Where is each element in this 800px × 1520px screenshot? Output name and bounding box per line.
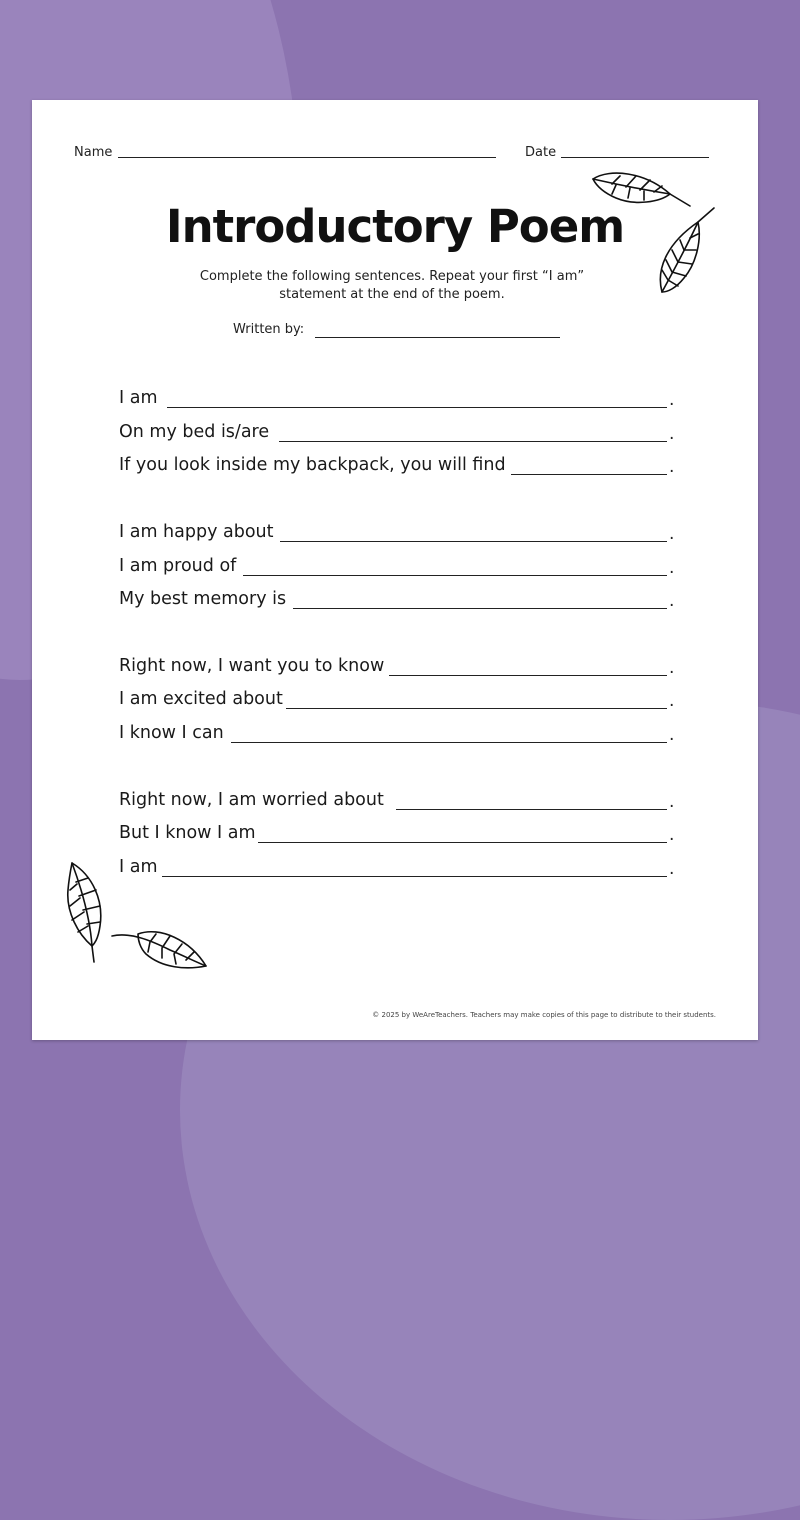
instructions-line: statement at the end of the poem.	[279, 287, 505, 302]
answer-blank[interactable]	[279, 441, 667, 442]
poem-line	[32, 853, 758, 879]
answer-blank[interactable]	[231, 742, 667, 743]
poem-prompt: Right now, I am worried about	[119, 790, 384, 810]
answer-blank[interactable]	[280, 541, 667, 542]
poem-line	[32, 685, 758, 711]
poem-prompt: I am excited about	[119, 689, 283, 709]
poem-prompt: I am	[119, 857, 158, 877]
poem-line	[32, 819, 758, 845]
line-end-period: .	[669, 558, 675, 578]
copyright-footer: © 2025 by WeAreTeachers. Teachers may make copies of this page to distribute to their students.	[372, 1011, 716, 1019]
name-label: Name	[74, 145, 113, 160]
line-end-period: .	[669, 591, 675, 611]
line-end-period: .	[669, 457, 675, 477]
line-end-period: .	[669, 691, 675, 711]
poem-line	[32, 719, 758, 745]
line-end-period: .	[669, 658, 675, 678]
poem-prompt: On my bed is/are	[119, 422, 270, 442]
poem-prompt: My best memory is	[119, 589, 287, 609]
date-field[interactable]	[561, 157, 709, 158]
answer-blank[interactable]	[293, 608, 667, 609]
line-end-period: .	[669, 792, 675, 812]
poem-prompt: I am proud of	[119, 556, 237, 576]
answer-blank[interactable]	[258, 842, 667, 843]
answer-blank[interactable]	[286, 708, 667, 709]
answer-blank[interactable]	[243, 575, 667, 576]
answer-blank[interactable]	[511, 474, 667, 475]
poem-prompt: I am	[119, 388, 158, 408]
poem-line	[32, 552, 758, 578]
poem-line	[32, 518, 758, 544]
answer-blank[interactable]	[389, 675, 667, 676]
line-end-period: .	[669, 725, 675, 745]
line-end-period: .	[669, 524, 675, 544]
poem-line	[32, 418, 758, 444]
name-field[interactable]	[118, 157, 496, 158]
line-end-period: .	[669, 390, 675, 410]
answer-blank[interactable]	[167, 407, 667, 408]
answer-blank[interactable]	[162, 876, 667, 877]
leaf-icon	[110, 926, 210, 972]
poem-prompt: But I know I am	[119, 823, 256, 843]
leaf-icon	[654, 204, 718, 296]
instructions	[172, 268, 612, 304]
instructions-line: Complete the following sentences. Repeat your first “I am”	[199, 269, 585, 284]
poem-line	[32, 585, 758, 611]
answer-blank[interactable]	[396, 809, 667, 810]
written-by-field[interactable]	[315, 337, 560, 338]
poem-prompt: If you look inside my backpack, you will find	[119, 455, 506, 475]
written-by-label: Written by:	[233, 322, 305, 337]
poem-line	[32, 786, 758, 812]
leaf-icon	[62, 860, 110, 965]
line-end-period: .	[669, 859, 675, 879]
worksheet-page	[32, 100, 758, 1040]
page-title: Introductory Poem	[165, 200, 625, 253]
poem-prompt: I am happy about	[119, 522, 274, 542]
line-end-period: .	[669, 424, 675, 444]
line-end-period: .	[669, 825, 675, 845]
poem-line	[32, 384, 758, 410]
poem-prompt: I know I can	[119, 723, 224, 743]
poem-line	[32, 451, 758, 477]
poem-line	[32, 652, 758, 678]
poem-prompt: Right now, I want you to know	[119, 656, 385, 676]
date-label: Date	[525, 145, 557, 160]
